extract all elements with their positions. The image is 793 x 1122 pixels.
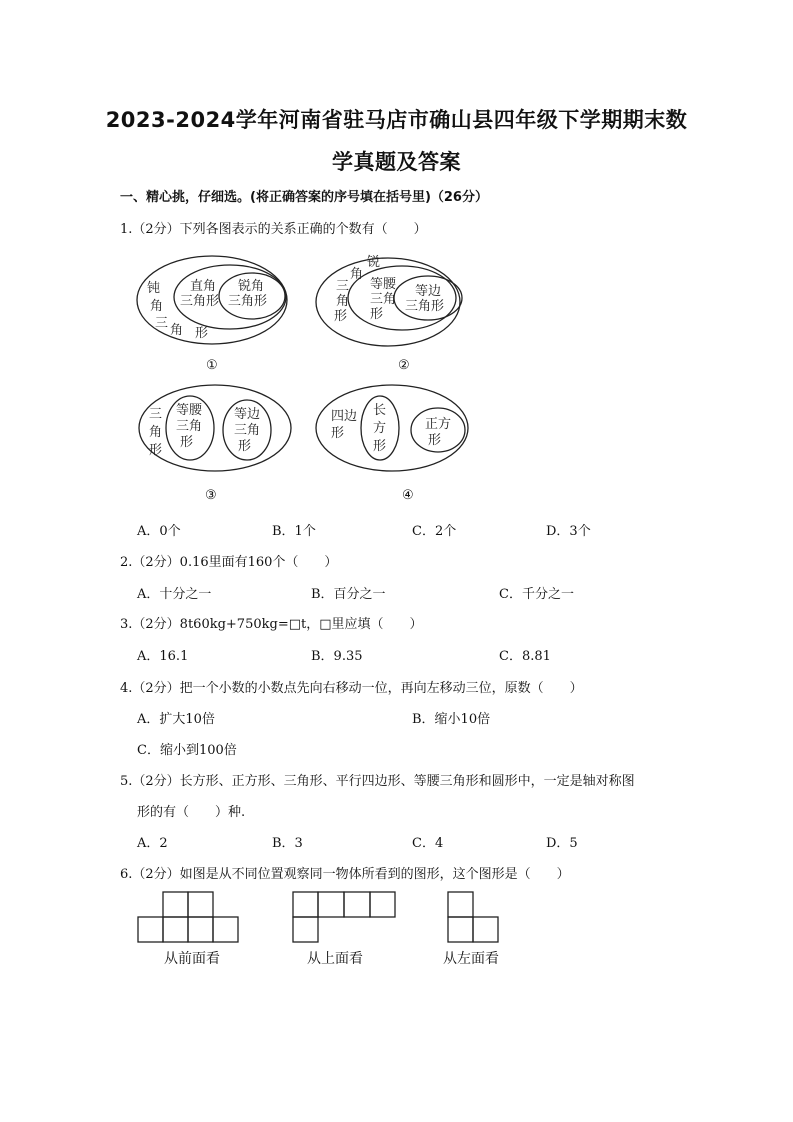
front-view-cell [188,892,213,917]
fig4-right-line2: 形 [428,433,442,448]
q2-option-a: A．十分之一 [137,587,212,602]
fig2-inner-line2: 三角形 [405,299,445,314]
fig1-mid-line2: 三角形 [180,294,220,309]
q4-option-b: B．缩小10倍 [412,712,491,727]
fig1-outer-char2: 角 [150,299,164,314]
top-view-cell [293,917,318,942]
front-view-cell [188,917,213,942]
q1-option-c: C．2个 [412,524,457,539]
fig4-right-line1: 正方 [425,417,452,432]
q2-option-b: B．百分之一 [311,587,386,602]
q5-option-d: D．5 [546,836,578,851]
q5-option-a: A．2 [137,836,168,851]
q1-option-a: A．0个 [137,524,181,539]
venn-figures [0,0,793,520]
q2-option-c: C．千分之一 [499,587,574,602]
question-1: 1.（2分）下列各图表示的关系正确的个数有（ ） [120,222,427,237]
fig1-inner-line1: 锐角 [238,279,265,294]
fig3-right-line2: 三角 [234,423,261,438]
fig1-outer-char3: 三 [155,316,169,331]
fig4-left-line1: 长 [373,403,387,418]
top-view-cell [344,892,370,917]
fig2-label: ② [398,358,410,373]
fig4-outer-line1: 四边 [331,409,358,424]
fig2-outer-char2: 角 [350,267,364,282]
q3-option-a: A．16.1 [137,649,189,664]
top-view-caption: 从上面看 [307,951,363,967]
question-3: 3.（2分）8t60kg+750kg=□t，□里应填（ ） [120,617,423,632]
question-4: 4.（2分）把一个小数的小数点先向右移动一位，再向左移动三位，原数（ ） [120,681,583,696]
fig4-label: ④ [402,488,414,503]
fig2-outer-char5: 形 [334,309,348,324]
fig3-outer-char3: 形 [149,443,163,458]
q5-option-b: B．3 [272,836,303,851]
fig4-left-line2: 方 [373,421,387,436]
fig2-mid-line2: 三角 [370,292,397,307]
section-heading: 一、精心挑，仔细选。(将正确答案的序号填在括号里)（26分） [120,190,488,205]
question-6: 6.（2分）如图是从不同位置观察同一物体所看到的图形，这个图形是（ ） [120,867,570,882]
left-view-cell [473,917,498,942]
question-5-line2: 形的有（ ）种. [137,805,246,820]
fig1-outer-char1: 钝 [147,281,161,296]
fig1-mid-line1: 直角 [190,279,217,294]
front-view-caption: 从前面看 [164,951,220,967]
left-view-cell [448,892,473,917]
q4-option-a: A．扩大10倍 [137,712,215,727]
front-view-cell [163,892,188,917]
top-view-cell [293,892,318,917]
q3-option-c: C．8.81 [499,649,551,664]
fig3-label: ③ [205,488,217,503]
fig2-inner-line1: 等边 [415,284,442,299]
question-2: 2.（2分）0.16里面有160个（ ） [120,555,338,570]
fig4-outer-line2: 形 [331,426,345,441]
q1-option-b: B．1个 [272,524,316,539]
fig3-left-line3: 形 [180,435,194,450]
doc-title-line2: 学真题及答案 [332,150,461,174]
fig3-outer-char1: 三 [149,407,163,422]
front-view-cell [213,917,238,942]
fig3-left-line2: 三角 [176,419,203,434]
fig3-right-line3: 形 [238,439,252,454]
fig2-mid-line3: 形 [370,307,384,322]
fig1-inner-line2: 三角形 [228,294,268,309]
top-view-cell [370,892,395,917]
fig2-outer-char1: 锐 [367,255,381,270]
fig2-outer-char4: 角 [336,294,350,309]
front-view-cell [138,917,163,942]
left-view-cell [448,917,473,942]
q5-option-c: C．4 [412,836,444,851]
fig2-mid-line1: 等腰 [370,277,397,292]
q1-option-d: D．3个 [546,524,591,539]
fig4-left-line3: 形 [373,439,387,454]
fig2-outer-char3: 三 [336,279,350,294]
fig1-outer-char5: 形 [195,326,209,341]
left-view-caption: 从左面看 [443,951,499,967]
front-view-cell [163,917,188,942]
fig3-outer-char2: 角 [149,425,163,440]
fig1-label: ① [206,358,218,373]
fig3-left-line1: 等腰 [176,403,203,418]
fig1-outer-char4: 角 [170,323,184,338]
top-view-cell [318,892,344,917]
q4-option-c: C．缩小到100倍 [137,743,237,758]
fig3-right-line1: 等边 [234,407,261,422]
q3-option-b: B．9.35 [311,649,363,664]
question-5-line1: 5.（2分）长方形、正方形、三角形、平行四边形、等腰三角形和圆形中，一定是轴对称图 [120,774,635,789]
doc-title-line1: 2023-2024学年河南省驻马店市确山县四年级下学期期末数 [105,108,688,132]
